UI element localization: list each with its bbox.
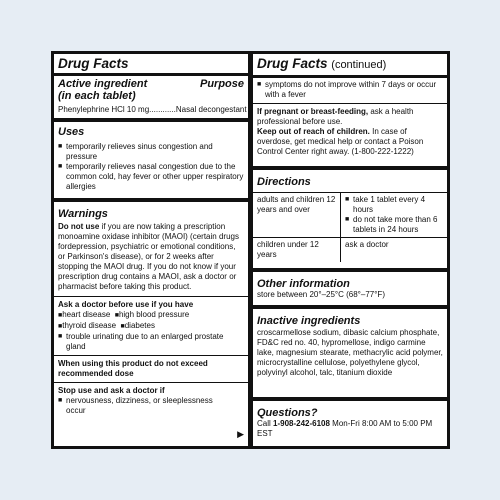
questions-heading: Questions? bbox=[257, 407, 318, 419]
ask-doctor-list bbox=[58, 310, 244, 352]
divider bbox=[54, 296, 248, 297]
ask-item: ■ heart disease bbox=[58, 310, 110, 319]
pregnancy-text bbox=[257, 107, 443, 127]
active-ingredient-heading: Active ingredient bbox=[58, 78, 148, 90]
continue-arrow-icon: ▶ bbox=[237, 429, 244, 439]
ingredient-name: Phenylephrine HCl 10 mg bbox=[58, 105, 150, 114]
uses-box bbox=[54, 122, 248, 198]
directions-table bbox=[253, 192, 447, 262]
other-info-box bbox=[253, 272, 447, 305]
when-using-label: When using this product do not exceed recommended dose bbox=[58, 359, 208, 378]
children-body: In case of overdose, get medical help or contact a Poison Control Center right away. (1-800-222-1222) bbox=[257, 127, 424, 156]
do-not-use-label: Do not use bbox=[58, 222, 100, 231]
stop-use-list-cont bbox=[257, 80, 443, 100]
ask-item: ■ trouble urinating due to an enlarged prostate gland bbox=[58, 332, 244, 352]
phone-number[interactable]: 1-908-242-6108 bbox=[273, 419, 330, 428]
active-ingredient-subheading: (in each tablet) bbox=[58, 90, 136, 102]
ingredient-dots: ............ bbox=[149, 105, 176, 114]
active-ingredient-box bbox=[54, 54, 248, 118]
divider bbox=[54, 382, 248, 383]
inactive-box bbox=[253, 309, 447, 397]
hours-text: Mon-Fri 8:00 AM to 5:00 PM EST bbox=[257, 419, 433, 438]
call-label: Call bbox=[257, 419, 274, 428]
other-info-text: store between 20°–25°C (68°–77°F) bbox=[257, 290, 385, 299]
title-divider bbox=[253, 75, 447, 78]
continued-suffix: (continued) bbox=[331, 59, 387, 71]
children-text bbox=[257, 127, 443, 157]
drug-facts-panel bbox=[51, 51, 450, 449]
ask-item: ■ thyroid disease bbox=[58, 321, 116, 330]
stop-use-label: Stop use and ask a doctor if bbox=[58, 386, 165, 395]
directions-dose bbox=[341, 193, 447, 238]
do-not-use-text bbox=[58, 222, 244, 292]
left-column bbox=[54, 54, 248, 446]
children-label: Keep out of reach of children. bbox=[257, 127, 370, 136]
warnings-box bbox=[54, 202, 248, 446]
uses-item: ■ temporarily relieves nasal congestion due to the common cold, hay fever or other upper respiratory allergies bbox=[58, 162, 244, 192]
stop-use-list bbox=[58, 396, 244, 416]
inactive-text: croscarmellose sodium, dibasic calcium phosphate, FD&C red no. 40, hypromellose, indigo carmine lake, magnesium stearate, methacrylic acid polymer, microcrystalline cellulose, polyethylene glycol, polyvinyl alcohol, talc, titanium dioxide bbox=[257, 328, 443, 377]
questions-box bbox=[253, 401, 447, 446]
ask-item: ■ diabetes bbox=[121, 321, 155, 330]
drug-facts-title: Drug Facts bbox=[58, 56, 129, 71]
ask-doctor-row bbox=[58, 321, 244, 332]
dose-item: ■ do not take more than 6 tablets in 24 hours bbox=[345, 215, 443, 235]
ask-doctor-row bbox=[58, 310, 244, 321]
uses-list bbox=[58, 142, 244, 192]
directions-heading: Directions bbox=[257, 176, 311, 188]
other-info-heading: Other information bbox=[257, 278, 350, 290]
do-not-use-body: if you are now taking a prescription monoamine oxidase inhibitor (MAOI) (certain drugs fordepression, psychiatric or emotional conditions, or Parkinson's disease), or for 2 weeks after stopping the MAOI drug. If you do not know if your prescription drug contains a MAOI, ask a doctor or pharmacist before taking this product. bbox=[58, 222, 239, 291]
right-column bbox=[253, 54, 447, 446]
directions-who: adults and children 12 years and over bbox=[253, 193, 341, 238]
continued-title: Drug Facts bbox=[257, 56, 328, 71]
ingredient-purpose: Nasal decongestant bbox=[175, 105, 247, 114]
directions-dose: ask a doctor bbox=[345, 240, 389, 249]
stop-item: ■ symptoms do not improve within 7 days or occur with a fever bbox=[257, 80, 443, 100]
drug-facts-continued-title bbox=[257, 56, 443, 73]
stop-item: ■ nervousness, dizziness, or sleeplessness occur bbox=[58, 396, 230, 416]
ask-doctor-label: Ask a doctor before use if you have bbox=[58, 300, 194, 309]
ask-item: ■ high blood pressure bbox=[115, 310, 190, 319]
divider bbox=[54, 355, 248, 356]
directions-who: children under 12 years bbox=[253, 238, 341, 262]
pregnancy-label: If pregnant or breast-feeding, bbox=[257, 107, 369, 116]
continued-box bbox=[253, 54, 447, 166]
inactive-heading: Inactive ingredients bbox=[257, 315, 361, 327]
uses-item: ■ temporarily relieves sinus congestion and pressure bbox=[58, 142, 244, 162]
questions-text bbox=[257, 419, 443, 439]
uses-heading: Uses bbox=[58, 126, 85, 138]
title-divider bbox=[54, 73, 248, 76]
dose-item: ■ take 1 tablet every 4 hours bbox=[345, 195, 443, 215]
divider bbox=[253, 103, 447, 104]
active-header-row bbox=[58, 78, 244, 90]
purpose-heading: Purpose bbox=[199, 78, 244, 90]
directions-box bbox=[253, 170, 447, 268]
warnings-heading: Warnings bbox=[58, 208, 108, 220]
ingredient-line bbox=[58, 105, 247, 115]
pregnancy-body: ask a health professional before use. bbox=[257, 107, 414, 126]
